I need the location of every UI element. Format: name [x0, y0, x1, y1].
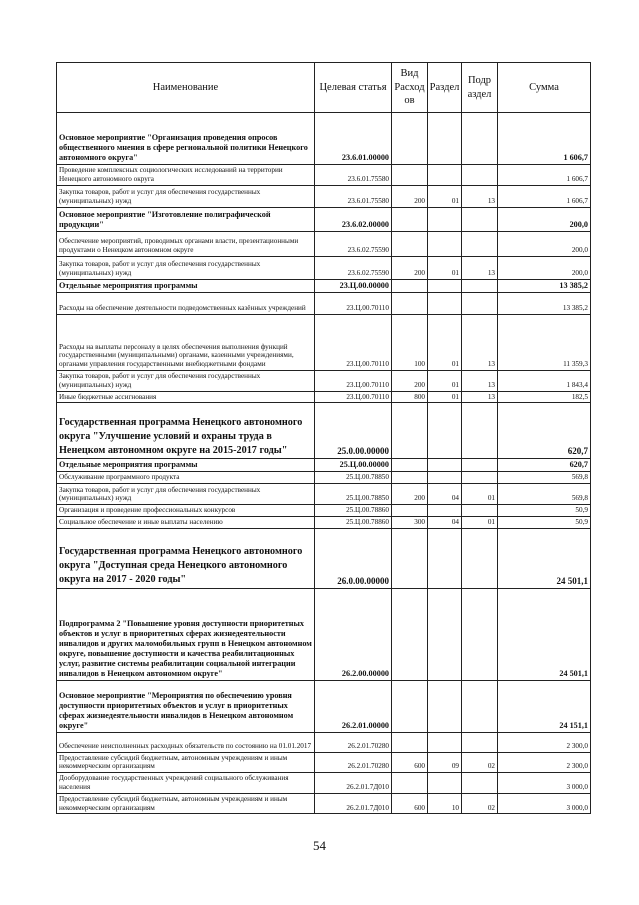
row-expense-type: 800	[392, 391, 428, 403]
row-expense-type: 600	[392, 793, 428, 814]
row-article: 25.Ц.00.00000	[315, 459, 392, 472]
row-expense-type: 200	[392, 257, 428, 280]
row-expense-type	[392, 505, 428, 517]
row-name: Отдельные мероприятия программы	[57, 459, 315, 472]
row-expense-type	[392, 232, 428, 257]
row-subsection	[462, 588, 498, 680]
row-subsection: 01	[462, 516, 498, 528]
row-section: 04	[428, 484, 462, 505]
row-expense-type	[392, 588, 428, 680]
row-subsection: 13	[462, 371, 498, 392]
row-section	[428, 165, 462, 186]
row-article: 26.2.00.00000	[315, 588, 392, 680]
row-name: Государственная программа Ненецкого автономного округа "Улучшение условий и охраны труда в Ненецком автономном округе на 2015-2017 годы"	[57, 403, 315, 459]
row-name: Обслуживание программного продукта	[57, 472, 315, 484]
row-section: 01	[428, 371, 462, 392]
row-name: Основное мероприятие "Изготовление полиграфической продукции"	[57, 208, 315, 232]
row-subsection	[462, 680, 498, 732]
row-expense-type: 200	[392, 484, 428, 505]
row-sum: 1 606,7	[498, 113, 591, 165]
row-sum: 200,0	[498, 208, 591, 232]
table-row	[57, 403, 591, 459]
row-section: 01	[428, 391, 462, 403]
row-name: Дооборудование государственных учреждений социального обслуживания населения	[57, 773, 315, 794]
row-sum: 620,7	[498, 459, 591, 472]
row-article: 23.6.02.75590	[315, 232, 392, 257]
row-sum: 200,0	[498, 257, 591, 280]
row-name: Закупка товаров, работ и услуг для обеспечения государственных (муниципальных) нужд	[57, 186, 315, 208]
row-section: 01	[428, 186, 462, 208]
row-section	[428, 208, 462, 232]
row-name: Социальное обеспечение и иные выплаты населению	[57, 516, 315, 528]
row-expense-type	[392, 459, 428, 472]
row-subsection	[462, 732, 498, 752]
row-subsection: 13	[462, 257, 498, 280]
row-sum: 50,9	[498, 516, 591, 528]
row-expense-type	[392, 113, 428, 165]
table-row	[57, 257, 591, 280]
row-sum: 13 385,2	[498, 280, 591, 293]
header-article: Целевая статья	[315, 63, 392, 113]
row-article: 25.0.00.00000	[315, 403, 392, 459]
row-subsection: 13	[462, 391, 498, 403]
row-name: Закупка товаров, работ и услуг для обеспечения государственных (муниципальных) нужд	[57, 484, 315, 505]
table-row	[57, 371, 591, 392]
row-expense-type	[392, 732, 428, 752]
row-subsection	[462, 403, 498, 459]
row-section	[428, 293, 462, 315]
table-row	[57, 293, 591, 315]
table-row	[57, 588, 591, 680]
row-subsection	[462, 293, 498, 315]
row-name: Закупка товаров, работ и услуг для обеспечения государственных (муниципальных) нужд	[57, 371, 315, 392]
table-row	[57, 484, 591, 505]
row-section	[428, 773, 462, 794]
row-article: 23.6.01.75580	[315, 186, 392, 208]
row-subsection	[462, 232, 498, 257]
row-subsection	[462, 528, 498, 588]
row-section: 09	[428, 752, 462, 773]
row-expense-type: 100	[392, 315, 428, 371]
table-header-row	[57, 63, 591, 113]
row-article: 23.Ц.00.70110	[315, 293, 392, 315]
table-row	[57, 516, 591, 528]
row-article: 23.6.01.75580	[315, 165, 392, 186]
row-expense-type	[392, 680, 428, 732]
row-section	[428, 403, 462, 459]
row-section	[428, 505, 462, 517]
row-article: 26.0.00.00000	[315, 528, 392, 588]
row-section: 01	[428, 315, 462, 371]
row-sum: 569,8	[498, 484, 591, 505]
row-subsection	[462, 165, 498, 186]
table-row	[57, 315, 591, 371]
row-sum: 13 385,2	[498, 293, 591, 315]
row-article: 25.Ц.00.78860	[315, 516, 392, 528]
row-subsection: 13	[462, 315, 498, 371]
row-section	[428, 113, 462, 165]
row-sum: 1 606,7	[498, 165, 591, 186]
row-expense-type	[392, 528, 428, 588]
row-sum: 50,9	[498, 505, 591, 517]
row-section	[428, 588, 462, 680]
row-section: 01	[428, 257, 462, 280]
row-section: 04	[428, 516, 462, 528]
row-sum: 1 606,7	[498, 186, 591, 208]
row-expense-type	[392, 472, 428, 484]
row-section	[428, 280, 462, 293]
header-expense-type: Вид Расход ов	[392, 63, 428, 113]
row-name: Государственная программа Ненецкого автономного округа "Доступная среда Ненецкого автономного округа на 2017 - 2020 годы"	[57, 528, 315, 588]
table-row	[57, 232, 591, 257]
row-name: Предоставление субсидий бюджетным, автономным учреждениям и иным некоммерческим организациям	[57, 752, 315, 773]
row-sum: 24 151,1	[498, 680, 591, 732]
table-row	[57, 459, 591, 472]
row-name: Обеспечение мероприятий, проводимых органами власти, презентационными продуктами о Ненецком автономном округе	[57, 232, 315, 257]
row-name: Расходы на обеспечение деятельности подведомственных казённых учреждений	[57, 293, 315, 315]
header-sum: Сумма	[498, 63, 591, 113]
row-article: 23.6.02.00000	[315, 208, 392, 232]
table-row	[57, 208, 591, 232]
row-article: 23.Ц.00.70110	[315, 371, 392, 392]
table-row	[57, 165, 591, 186]
row-sum: 569,8	[498, 472, 591, 484]
row-section: 10	[428, 793, 462, 814]
budget-table	[56, 62, 591, 814]
row-expense-type	[392, 293, 428, 315]
row-subsection	[462, 472, 498, 484]
page-number: 54	[313, 838, 326, 853]
row-sum: 24 501,1	[498, 528, 591, 588]
row-article: 26.2.01.00000	[315, 680, 392, 732]
row-subsection	[462, 113, 498, 165]
row-article: 23.Ц.00.00000	[315, 280, 392, 293]
row-sum: 11 359,3	[498, 315, 591, 371]
row-sum: 3 000,0	[498, 773, 591, 794]
row-article: 26.2.01.70280	[315, 732, 392, 752]
header-name: Наименование	[57, 63, 315, 113]
row-expense-type: 200	[392, 186, 428, 208]
row-article: 26.2.01.7Д010	[315, 793, 392, 814]
table-row	[57, 793, 591, 814]
table-row	[57, 752, 591, 773]
row-article: 25.Ц.00.78850	[315, 472, 392, 484]
row-expense-type	[392, 280, 428, 293]
row-name: Отдельные мероприятия программы	[57, 280, 315, 293]
row-name: Основное мероприятие "Организация проведения опросов общественного мнения в сфере региональной политики Ненецкого автономного округа"	[57, 113, 315, 165]
row-name: Обеспечение неисполненных расходных обязательств по состоянию на 01.01.2017	[57, 732, 315, 752]
row-article: 23.6.02.75590	[315, 257, 392, 280]
row-sum: 1 843,4	[498, 371, 591, 392]
row-subsection	[462, 505, 498, 517]
row-sum: 24 501,1	[498, 588, 591, 680]
row-section	[428, 232, 462, 257]
row-name: Иные бюджетные ассигнования	[57, 391, 315, 403]
row-article: 25.Ц.00.78860	[315, 505, 392, 517]
row-subsection	[462, 280, 498, 293]
row-section	[428, 680, 462, 732]
row-expense-type	[392, 208, 428, 232]
row-sum: 200,0	[498, 232, 591, 257]
row-subsection	[462, 459, 498, 472]
row-section	[428, 528, 462, 588]
table-row	[57, 732, 591, 752]
row-sum: 2 300,0	[498, 752, 591, 773]
row-expense-type	[392, 403, 428, 459]
row-sum: 620,7	[498, 403, 591, 459]
row-sum: 182,5	[498, 391, 591, 403]
row-section	[428, 472, 462, 484]
row-expense-type: 300	[392, 516, 428, 528]
table-row	[57, 528, 591, 588]
budget-sheet	[56, 62, 590, 814]
row-expense-type	[392, 773, 428, 794]
row-name: Закупка товаров, работ и услуг для обеспечения государственных (муниципальных) нужд	[57, 257, 315, 280]
row-name: Проведение комплексных социологических исследований на территории Ненецкого автономного округа	[57, 165, 315, 186]
row-article: 23.Ц.00.70110	[315, 315, 392, 371]
row-subsection: 13	[462, 186, 498, 208]
row-sum: 2 300,0	[498, 732, 591, 752]
table-row	[57, 391, 591, 403]
row-subsection: 02	[462, 793, 498, 814]
table-row	[57, 773, 591, 794]
table-row	[57, 505, 591, 517]
row-name: Подпрограмма 2 "Повышение уровня доступности приоритетных объектов и услуг в приоритетных сферах жизнедеятельности инвалидов и других маломобильных групп в Ненецком автономном округе, повышение доступности и качества реабилитационных услуг, развитие системы реабилитации социальной интеграции инвалидов в Ненецком автономном округе"	[57, 588, 315, 680]
table-row	[57, 280, 591, 293]
row-expense-type: 200	[392, 371, 428, 392]
row-expense-type: 600	[392, 752, 428, 773]
row-article: 23.Ц.00.70110	[315, 391, 392, 403]
row-subsection	[462, 208, 498, 232]
table-body	[57, 113, 591, 814]
header-section: Раздел	[428, 63, 462, 113]
row-expense-type	[392, 165, 428, 186]
table-row	[57, 113, 591, 165]
row-subsection	[462, 773, 498, 794]
table-row	[57, 680, 591, 732]
row-sum: 3 000,0	[498, 793, 591, 814]
row-name: Предоставление субсидий бюджетным, автономным учреждениям и иным некоммерческим организациям	[57, 793, 315, 814]
table-row	[57, 186, 591, 208]
row-article: 26.2.01.70280	[315, 752, 392, 773]
row-subsection: 02	[462, 752, 498, 773]
row-article: 25.Ц.00.78850	[315, 484, 392, 505]
row-name: Расходы на выплаты персоналу в целях обеспечения выполнения функций государственными (муниципальными) органами, казенными учреждениями, органами управления государственными внебюджетными фондами	[57, 315, 315, 371]
row-section	[428, 459, 462, 472]
row-name: Основное мероприятие "Мероприятия по обеспечению уровня доступности приоритетных объектов и услуг в приоритетных сферах жизнедеятельности инвалидов в Ненецком автономном округе"	[57, 680, 315, 732]
row-article: 23.6.01.00000	[315, 113, 392, 165]
row-name: Организация и проведение профессиональных конкурсов	[57, 505, 315, 517]
row-section	[428, 732, 462, 752]
row-article: 26.2.01.7Д010	[315, 773, 392, 794]
row-subsection: 01	[462, 484, 498, 505]
table-row	[57, 472, 591, 484]
header-subsection: Подр аздел	[462, 63, 498, 113]
